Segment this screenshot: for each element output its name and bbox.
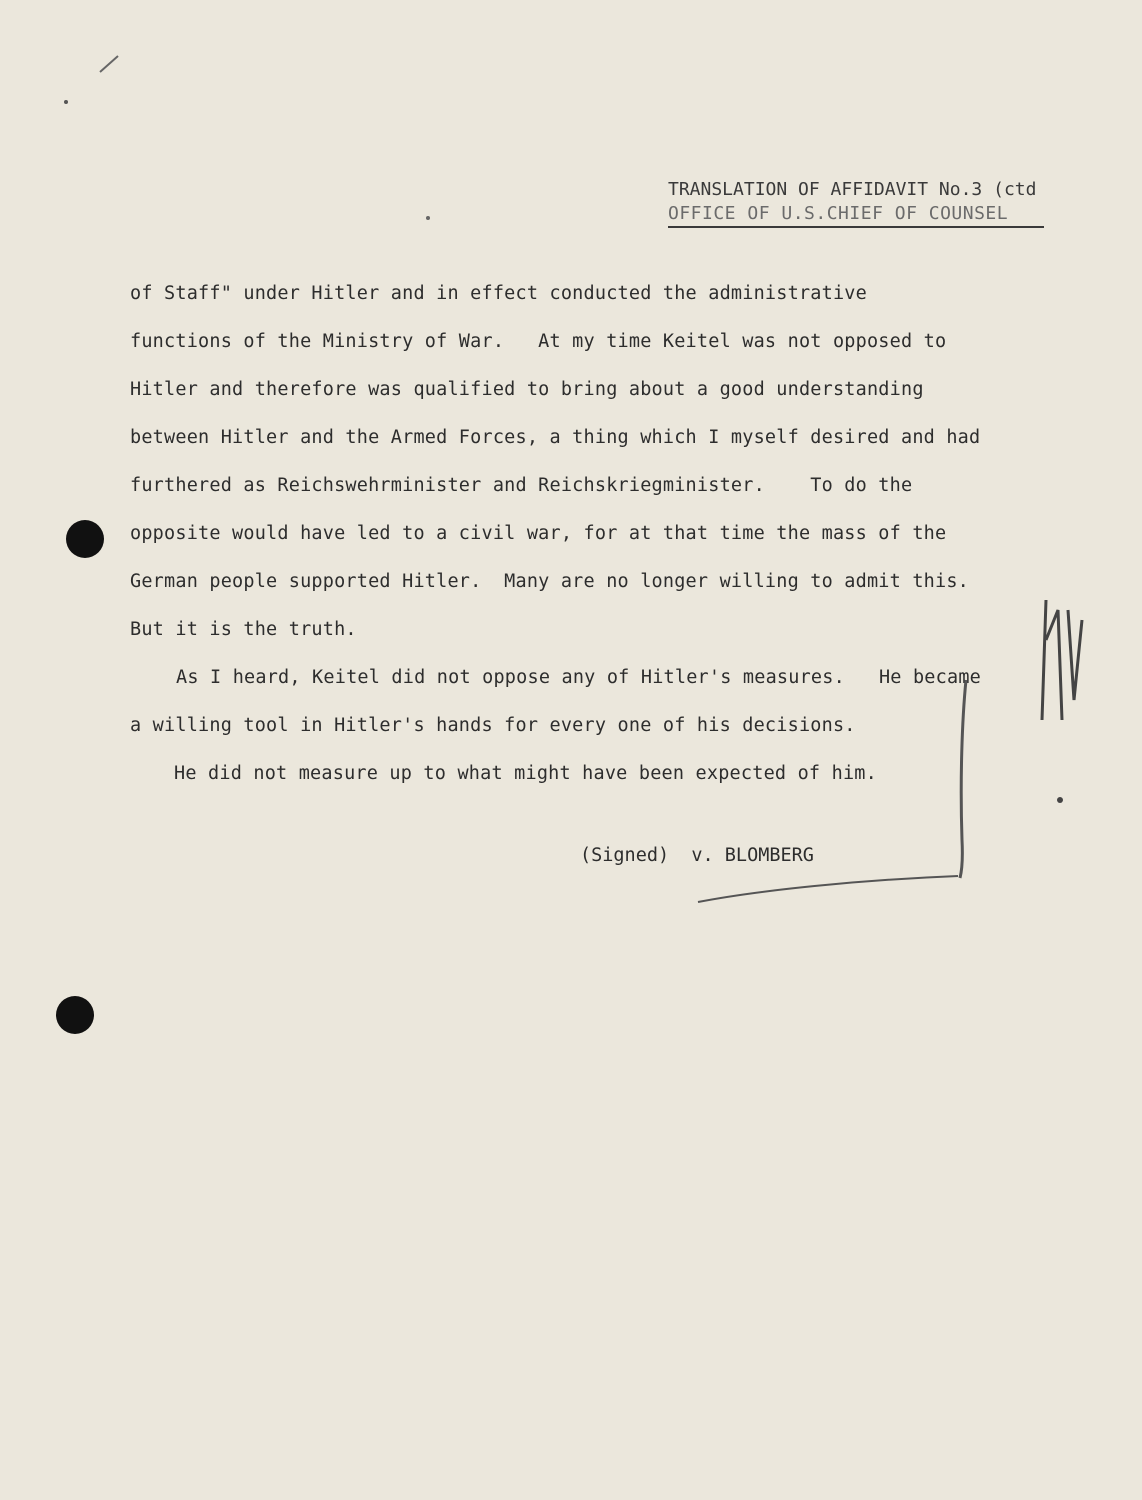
body-line: furthered as Reichswehrminister and Reichskriegminister. To do the	[130, 475, 913, 496]
body-line: German people supported Hitler. Many are no longer willing to admit this.	[130, 571, 970, 592]
body-line: between Hitler and the Armed Forces, a thing which I myself desired and had	[130, 427, 981, 448]
signature-line: (Signed) v. BLOMBERG	[580, 845, 814, 866]
header-office: OFFICE OF U.S.CHIEF OF COUNSEL	[668, 202, 1044, 228]
punch-hole	[66, 520, 104, 558]
body-line: functions of the Ministry of War. At my time Keitel was not opposed to	[130, 331, 947, 352]
affidavit-body	[130, 270, 1050, 798]
body-line: As I heard, Keitel did not oppose any of Hitler's measures. He became	[176, 667, 981, 688]
signature-underline-mark	[698, 876, 958, 902]
document-header	[668, 178, 1044, 228]
body-line: of Staff" under Hitler and in effect conducted the administrative	[130, 283, 867, 304]
header-title: TRANSLATION OF AFFIDAVIT No.3 (ctd	[668, 179, 1037, 200]
punch-hole	[56, 996, 94, 1034]
body-line: Hitler and therefore was qualified to bring about a good understanding	[130, 379, 924, 400]
body-line: He did not measure up to what might have been expected of him.	[174, 763, 877, 784]
body-line: opposite would have led to a civil war, for at that time the mass of the	[130, 523, 947, 544]
body-line: a willing tool in Hitler's hands for every one of his decisions.	[130, 715, 856, 736]
body-line: But it is the truth.	[130, 619, 357, 640]
